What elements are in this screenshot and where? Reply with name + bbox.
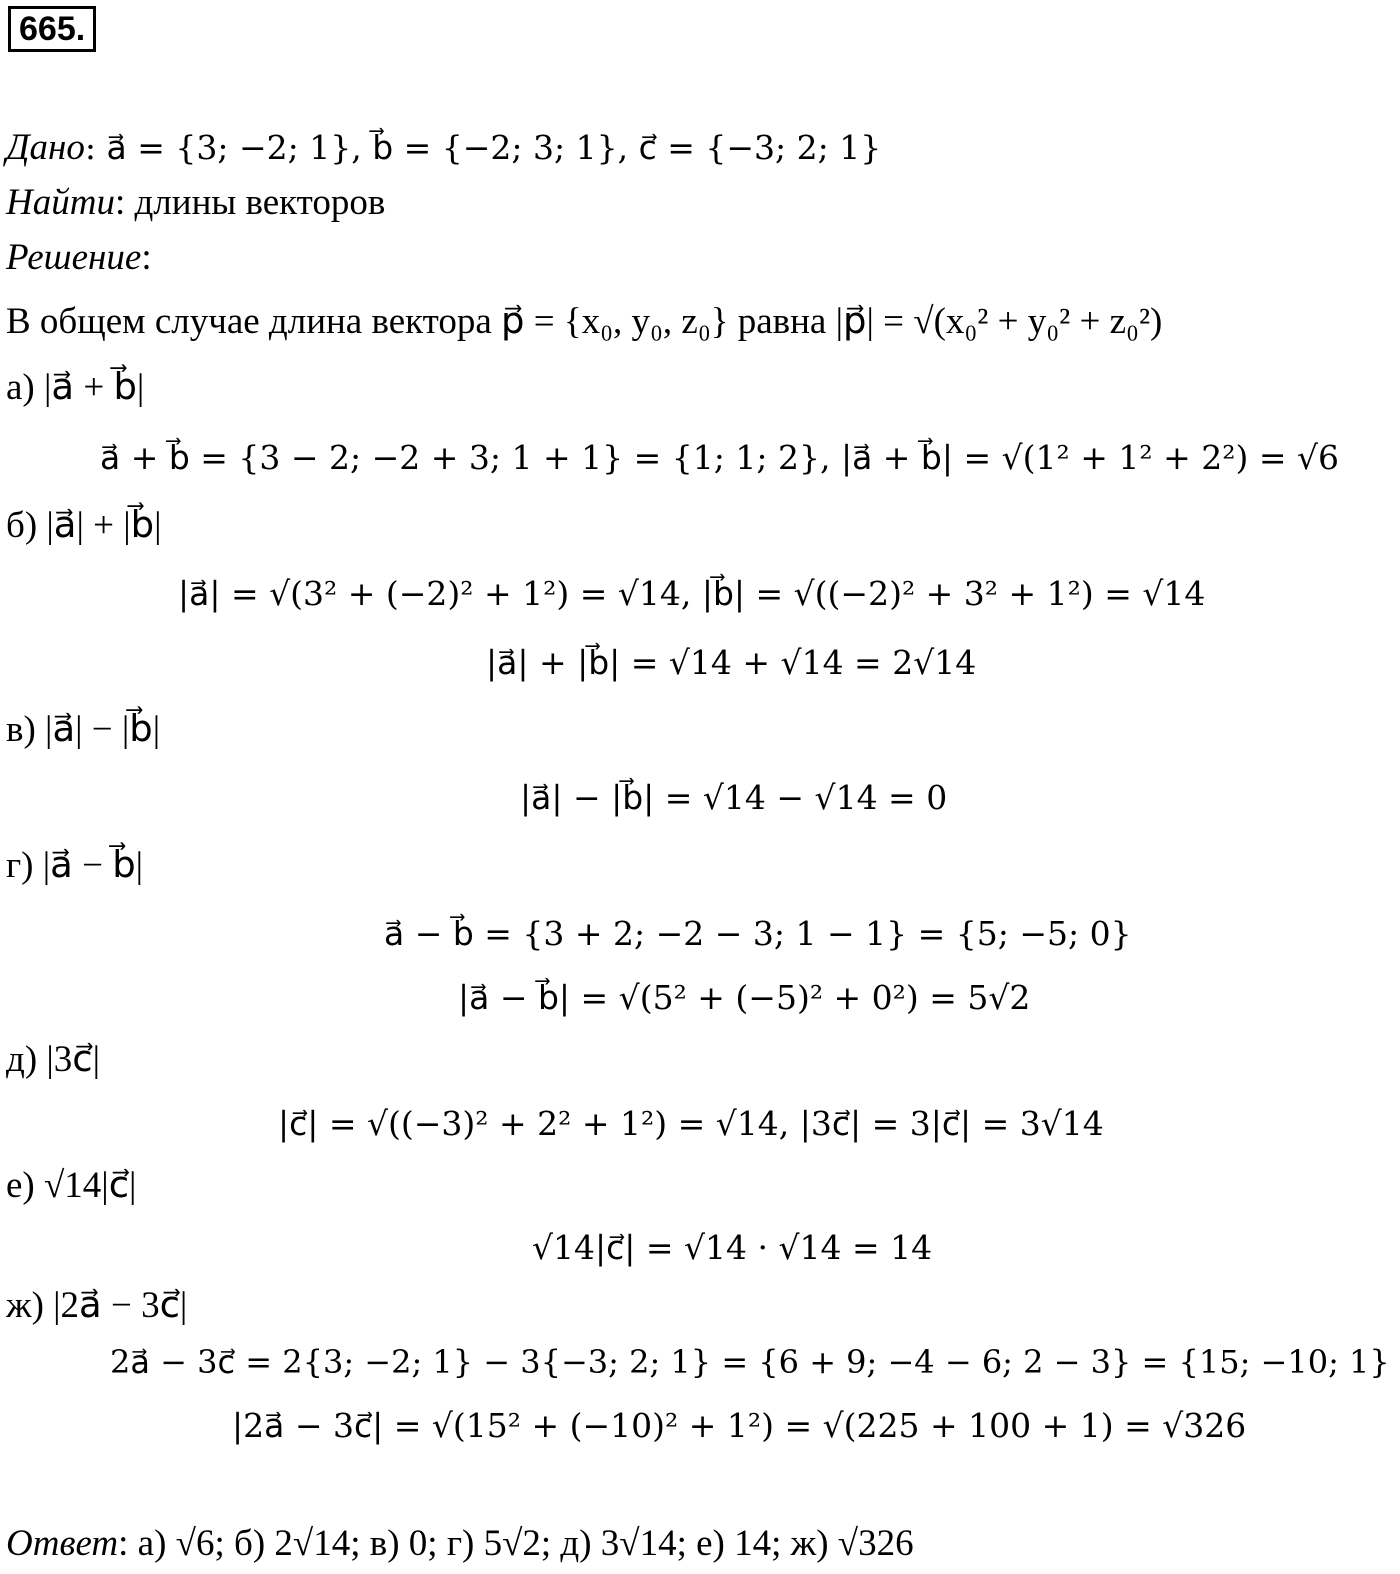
- part-g-label: г) |a⃗ − b⃗|: [6, 845, 144, 886]
- part-v-label: в) |a⃗| − |b⃗|: [6, 709, 161, 750]
- part-g-line1: a⃗ − b⃗ = {3 + 2; −2 − 3; 1 − 1} = {5; −5; 0}: [384, 914, 1132, 953]
- part-b-line2: |a⃗| + |b⃗| = √14 + √14 = 2√14: [486, 643, 977, 682]
- given-line: [6, 126, 881, 170]
- find-line: [6, 181, 385, 225]
- part-zh-label: ж) |2a⃗ − 3c⃗|: [6, 1285, 188, 1326]
- answer-line: [6, 1522, 914, 1566]
- part-e-label: е) √14|c⃗|: [6, 1165, 137, 1206]
- given-label: Дано: [6, 127, 85, 168]
- part-b-label: б) |a⃗| + |b⃗|: [6, 505, 162, 546]
- problem-number: 665.: [8, 6, 96, 52]
- answer-label: Ответ: [6, 1523, 119, 1564]
- answer-text: : а) √6; б) 2√14; в) 0; г) 5√2; д) 3√14; е) 14; ж) √326: [118, 1523, 914, 1564]
- part-e-line1: √14|c⃗| = √14 · √14 = 14: [532, 1228, 933, 1267]
- part-v-line1: |a⃗| − |b⃗| = √14 − √14 = 0: [520, 778, 948, 817]
- part-zh-line2: |2a⃗ − 3c⃗| = √(15² + (−10)² + 1²) = √(225 + 100 + 1) = √326: [232, 1406, 1247, 1445]
- part-g-line2: |a⃗ − b⃗| = √(5² + (−5)² + 0²) = 5√2: [458, 978, 1031, 1017]
- find-label: Найти: [6, 182, 115, 223]
- solution-label: Решение: [6, 237, 142, 278]
- part-d-line1: |c⃗| = √((−3)² + 2² + 1²) = √14, |3c⃗| = 3|c⃗| = 3√14: [278, 1104, 1104, 1143]
- part-zh-line1: 2a⃗ − 3c⃗ = 2{3; −2; 1} − 3{−3; 2; 1} = {6 + 9; −4 − 6; 2 − 3} = {15; −10; 1}: [110, 1343, 1390, 1381]
- general-formula: В общем случае длина вектора p⃗ = {x₀, y₀, z₀} равна |p⃗| = √(x₀² + y₀² + z₀²): [6, 301, 1163, 342]
- part-d-label: д) |3c⃗|: [6, 1039, 101, 1080]
- solution-line: [6, 236, 152, 280]
- part-a-label: а) |a⃗ + b⃗|: [6, 367, 145, 408]
- find-text: : длины векторов: [114, 182, 386, 223]
- part-b-line1: |a⃗| = √(3² + (−2)² + 1²) = √14, |b⃗| = √((−2)² + 3² + 1²) = √14: [178, 574, 1206, 613]
- solution-colon: :: [141, 237, 152, 278]
- given-text: : a⃗ = {3; −2; 1}, b⃗ = {−2; 3; 1}, c⃗ = {−3; 2; 1}: [84, 128, 882, 167]
- part-a-line1: a⃗ + b⃗ = {3 − 2; −2 + 3; 1 + 1} = {1; 1; 2}, |a⃗ + b⃗| = √(1² + 1² + 2²) = √6: [100, 438, 1339, 477]
